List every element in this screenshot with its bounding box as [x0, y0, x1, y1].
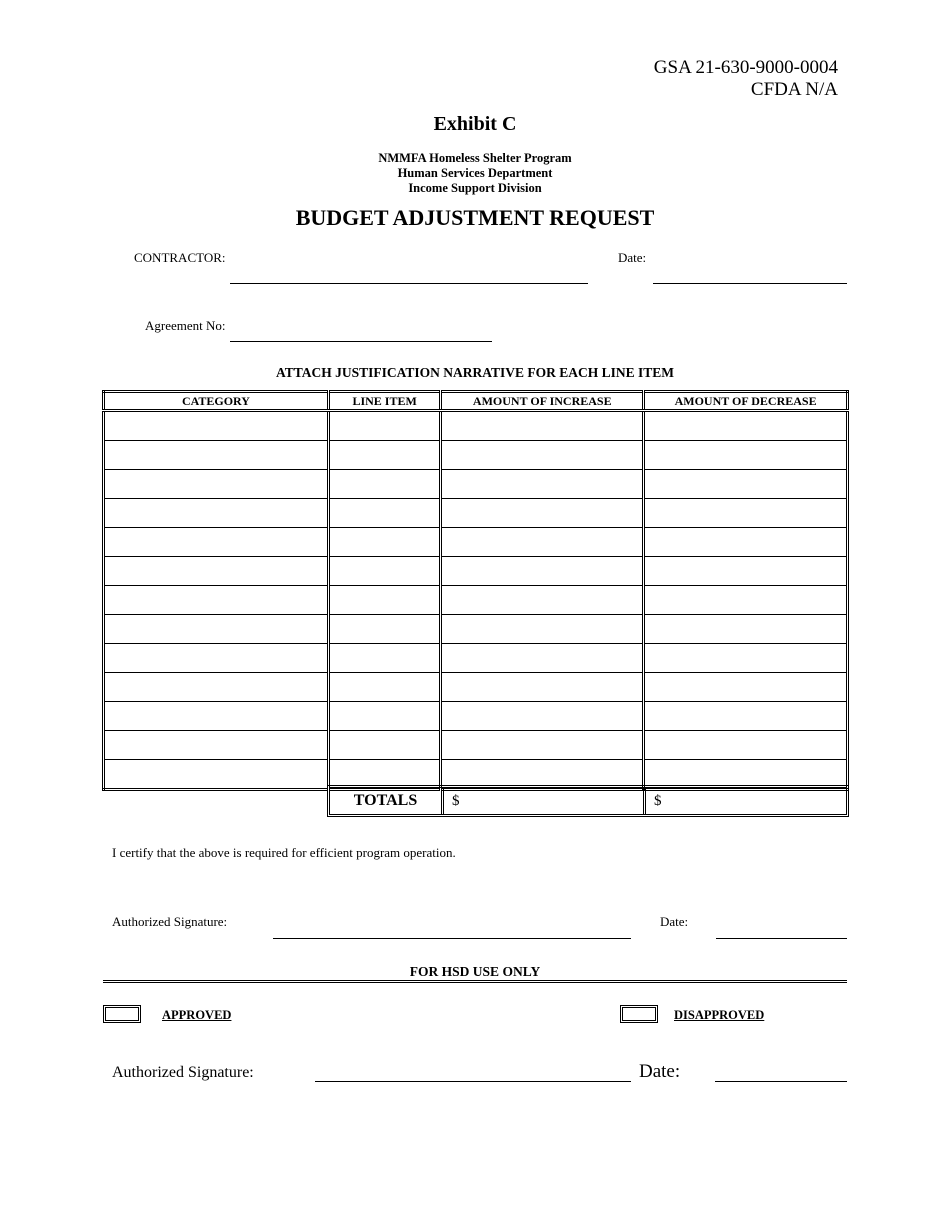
decrease-cell[interactable] [644, 644, 848, 673]
increase-cell[interactable] [441, 499, 644, 528]
decrease-cell[interactable] [644, 673, 848, 702]
increase-cell[interactable] [441, 702, 644, 731]
exhibit-label: Exhibit C [433, 113, 517, 135]
line-item-cell[interactable] [328, 470, 440, 499]
decrease-cell[interactable] [644, 528, 848, 557]
signature-field[interactable] [273, 938, 631, 939]
category-cell[interactable] [104, 441, 329, 470]
totals-label: TOTALS [353, 792, 418, 809]
totals-row [327, 785, 849, 817]
increase-cell[interactable] [441, 586, 644, 615]
decrease-cell[interactable] [644, 411, 848, 441]
contractor-field[interactable] [230, 283, 588, 284]
hsd-heading: FOR HSD USE ONLY [409, 964, 541, 979]
totals-increase-cell[interactable]: $ [441, 788, 643, 814]
decrease-cell[interactable] [644, 702, 848, 731]
division-name: Income Support Division [408, 181, 542, 195]
disapproved-checkbox[interactable] [620, 1005, 658, 1023]
category-cell[interactable] [104, 470, 329, 499]
increase-cell[interactable] [441, 557, 644, 586]
category-cell[interactable] [104, 760, 329, 790]
increase-cell[interactable] [441, 411, 644, 441]
decrease-cell[interactable] [644, 615, 848, 644]
department-name: Human Services Department [397, 166, 553, 180]
totals-decrease-cell[interactable]: $ [643, 788, 846, 814]
line-item-cell[interactable] [328, 673, 440, 702]
signature-date-field[interactable] [716, 938, 847, 939]
line-item-cell[interactable] [328, 441, 440, 470]
category-cell[interactable] [104, 411, 329, 441]
category-cell[interactable] [104, 528, 329, 557]
disapproved-label: DISAPPROVED [674, 1008, 765, 1022]
table-instruction: ATTACH JUSTIFICATION NARRATIVE FOR EACH LINE ITEM [275, 365, 675, 380]
gsa-number: GSA 21-630-9000-0004 [653, 57, 838, 78]
table-row [104, 731, 848, 760]
approved-checkbox[interactable] [103, 1005, 141, 1023]
signature-label: Authorized Signature: [112, 914, 228, 929]
table-row [104, 557, 848, 586]
category-cell[interactable] [104, 702, 329, 731]
decrease-cell[interactable] [644, 731, 848, 760]
increase-cell[interactable] [441, 441, 644, 470]
category-cell[interactable] [104, 731, 329, 760]
line-item-cell[interactable] [328, 528, 440, 557]
decrease-cell[interactable] [644, 586, 848, 615]
decrease-cell[interactable] [644, 557, 848, 586]
budget-table [102, 390, 849, 791]
date-field[interactable] [653, 283, 847, 284]
hsd-date-label: Date: [639, 1061, 681, 1082]
table-header-row [104, 392, 848, 411]
table-row [104, 702, 848, 731]
table-row [104, 411, 848, 441]
line-item-cell[interactable] [328, 411, 440, 441]
line-item-cell[interactable] [328, 615, 440, 644]
table-row [104, 615, 848, 644]
category-cell[interactable] [104, 644, 329, 673]
agreement-field[interactable] [230, 341, 492, 342]
category-cell[interactable] [104, 673, 329, 702]
table-row [104, 499, 848, 528]
organization-block [0, 151, 950, 196]
category-cell[interactable] [104, 557, 329, 586]
hsd-signature-label: Authorized Signature: [112, 1064, 254, 1081]
approved-label: APPROVED [162, 1008, 232, 1022]
table-row [104, 441, 848, 470]
increase-cell[interactable] [441, 615, 644, 644]
category-cell[interactable] [104, 586, 329, 615]
col-category-header: CATEGORY [104, 392, 329, 411]
line-item-cell[interactable] [328, 557, 440, 586]
decrease-cell[interactable] [644, 441, 848, 470]
category-cell[interactable] [104, 615, 329, 644]
hsd-signature-field[interactable] [315, 1081, 631, 1082]
hsd-date-field[interactable] [715, 1081, 847, 1082]
table-row [104, 644, 848, 673]
date-label: Date: [618, 250, 647, 265]
line-item-cell[interactable] [328, 499, 440, 528]
contractor-label: CONTRACTOR: [134, 250, 226, 265]
hsd-divider [103, 980, 847, 983]
decrease-cell[interactable] [644, 470, 848, 499]
line-item-cell[interactable] [328, 731, 440, 760]
program-name: NMMFA Homeless Shelter Program [378, 151, 572, 165]
line-item-cell[interactable] [328, 644, 440, 673]
increase-cell[interactable] [441, 673, 644, 702]
table-row [104, 586, 848, 615]
col-decrease-header: AMOUNT OF DECREASE [644, 392, 848, 411]
signature-date-label: Date: [660, 914, 689, 929]
line-item-cell[interactable] [328, 702, 440, 731]
increase-cell[interactable] [441, 731, 644, 760]
col-line-item-header: LINE ITEM [328, 392, 440, 411]
agreement-label: Agreement No: [145, 318, 226, 333]
line-item-cell[interactable] [328, 586, 440, 615]
col-increase-header: AMOUNT OF INCREASE [441, 392, 644, 411]
table-row [104, 528, 848, 557]
category-cell[interactable] [104, 499, 329, 528]
decrease-cell[interactable] [644, 499, 848, 528]
increase-cell[interactable] [441, 644, 644, 673]
certification-text: I certify that the above is required for efficient program operation. [112, 845, 456, 860]
increase-cell[interactable] [441, 470, 644, 499]
table-row [104, 470, 848, 499]
table-body [104, 411, 848, 790]
page-title: BUDGET ADJUSTMENT REQUEST [295, 205, 655, 230]
increase-cell[interactable] [441, 528, 644, 557]
cfda-number: CFDA N/A [750, 79, 838, 100]
table-row [104, 673, 848, 702]
